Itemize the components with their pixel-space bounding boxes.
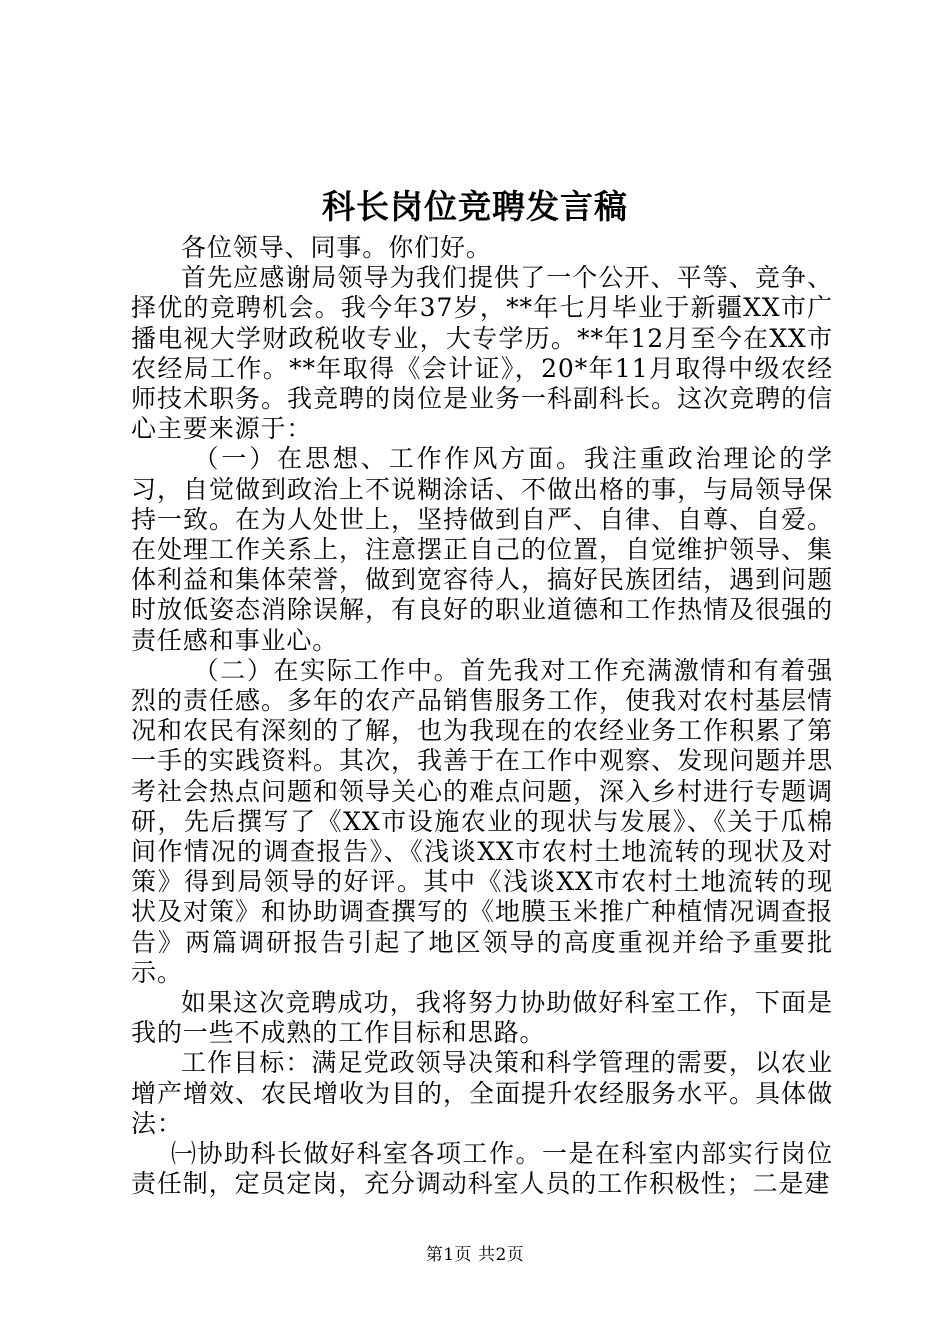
paragraph-section-two: （二）在实际工作中。首先我对工作充满激情和有着强烈的责任感。多年的农产品销售服务工作，使我对农村基层情况和农民有深刻的了解，也为我现在的农经业务工作积累了第一手的实践资料。其次，我善于在工作中观察、发现问题并思考社会热点问题和领导关心的难点问题，深入乡村进行专题调研，先后撰写了《XX市设施农业的现状与发展》、《关于瓜棉间作情况的调查报告》、《浅谈XX市农村土地流转的现状及对策》得到局领导的好评。其中《浅谈XX市农村土地流转的现状及对策》和协助调查撰写的《地膜玉米推广种植情况调查报告》两篇调研报告引起了地区领导的高度重视并给予重要批示。 (131, 655, 833, 987)
page-footer: 第1页 共2页 (425, 1245, 525, 1265)
document-title: 科长岗位竞聘发言稿 (322, 187, 628, 226)
paragraph-transition: 如果这次竞聘成功，我将努力协助做好科室工作，下面是我的一些不成熟的工作目标和思路。 (131, 988, 833, 1048)
paragraph-introduction: 首先应感谢局领导为我们提供了一个公开、平等、竞争、择优的竞聘机会。我今年37岁，**年七月毕业于新疆XX市广播电视大学财政税收专业，大专学历。**年12月至今在XX市农经局工作。**年取得《会计证》，20*年11月取得中级农经师技术职务。我竞聘的岗位是业务一科副科长。这次竞聘的信心主要来源于： (131, 263, 833, 444)
document-body (131, 233, 833, 1200)
paragraph-item-one: ㈠协助科长做好科室各项工作。一是在科室内部实行岗位责任制，定员定岗，充分调动科室人员的工作积极性；二是建 (131, 1139, 833, 1199)
paragraph-greeting: 各位领导、同事。你们好。 (181, 233, 492, 262)
paragraph-section-one: （一）在思想、工作作风方面。我注重政治理论的学习，自觉做到政治上不说糊涂话、不做出格的事，与局领导保持一致。在为人处世上，坚持做到自严、自律、自尊、自爱。在处理工作关系上，注意摆正自己的位置，自觉维护领导、集体利益和集体荣誉，做到宽容待人，搞好民族团结，遇到问题时放低姿态消除误解，有良好的职业道德和工作热情及很强的责任感和事业心。 (131, 444, 833, 655)
paragraph-work-goal: 工作目标：满足党政领导决策和科学管理的需要，以农业增产增效、农民增收为目的，全面提升农经服务水平。具体做法： (131, 1048, 833, 1138)
